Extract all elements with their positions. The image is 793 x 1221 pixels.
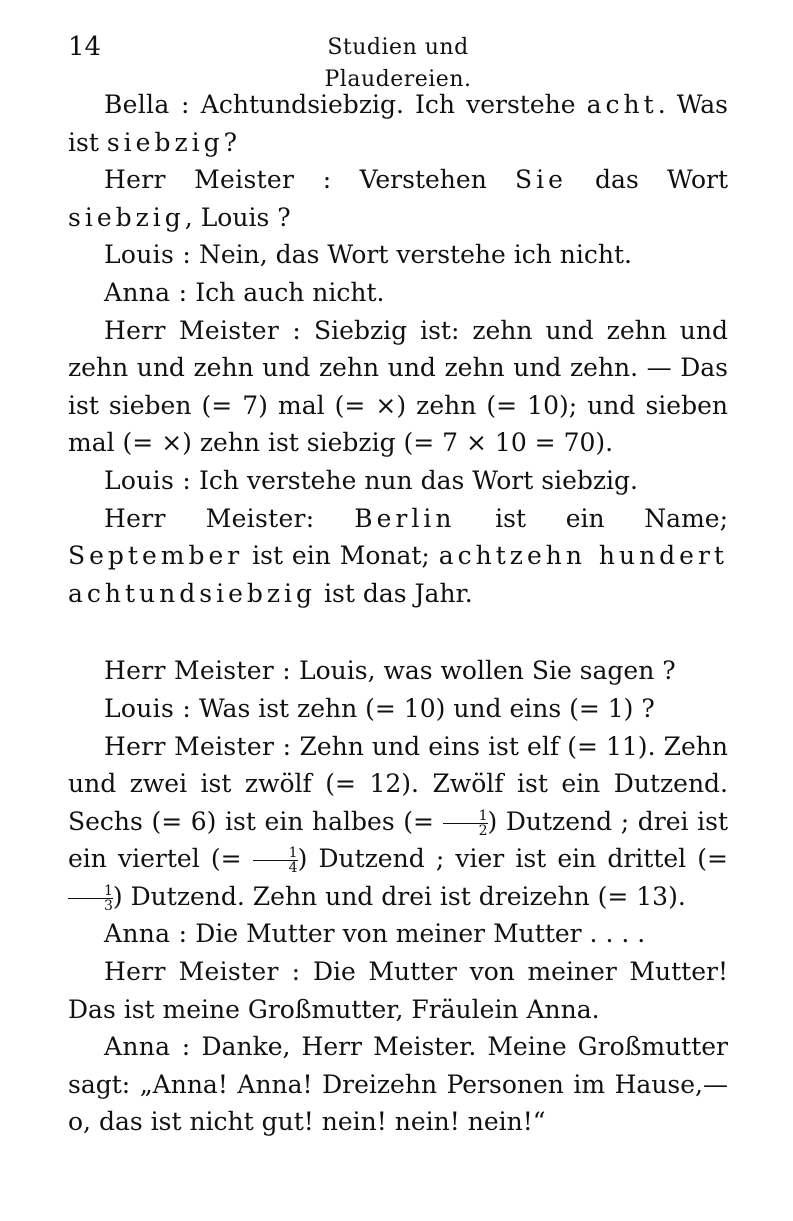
dialogue-paragraph xyxy=(68,652,728,690)
dialogue-text-segment: ist ein Monat; xyxy=(243,541,439,571)
spaced-word: September xyxy=(68,541,244,571)
dialogue-text-segment: ) Dutzend ; vier ist ein drittel (= xyxy=(297,844,728,874)
fraction-one-half xyxy=(443,809,488,838)
speaker-label: Herr Meister : xyxy=(104,315,302,345)
dialogue-text-segment: , Louis ? xyxy=(184,202,291,232)
fraction-denominator: 3 xyxy=(104,897,113,914)
page-number: 14 xyxy=(68,32,102,62)
speaker-label: Anna : xyxy=(104,277,188,307)
speaker-label: Herr Meister : xyxy=(104,731,292,761)
dialogue-text-segment: . Was ist xyxy=(68,90,728,157)
dialogue-text-segment: Was ist zehn (= 10) und eins (= 1) ? xyxy=(199,693,655,723)
dialogue-text-segment: Verstehen xyxy=(359,165,515,195)
section-break xyxy=(68,612,728,652)
dialogue-text-segment: Ich verstehe nun das Wort siebzig. xyxy=(199,465,638,495)
spaced-word: acht xyxy=(586,90,658,119)
dialogue-paragraph xyxy=(68,728,728,916)
dialogue-text-segment: Louis, was wollen Sie sagen ? xyxy=(298,656,676,686)
dialogue-text-segment: ) Dutzend ; drei ist ein viertel (= xyxy=(68,806,728,874)
speaker-label: Herr Meister : xyxy=(104,165,332,195)
spaced-word: Berlin xyxy=(354,503,456,533)
dialogue-paragraph xyxy=(68,161,728,236)
page-header xyxy=(68,30,728,92)
speaker-label: Anna : xyxy=(104,919,188,949)
dialogue-text-segment: Danke, Herr Meister. Meine Großmutter sagt: „Anna! Anna! Dreizehn Personen im Hause,—o, das ist nicht gut! nein! nein! nein!“ xyxy=(68,1032,728,1137)
fraction-numerator: 1 xyxy=(443,809,488,824)
dialogue-text-segment: Achtundsiebzig. Ich verstehe xyxy=(200,90,587,119)
speaker-label: Anna : xyxy=(104,1032,191,1062)
dialogue-text-segment: ) Dutzend. Zehn und drei ist dreizehn (= 13). xyxy=(112,881,686,911)
dialogue-paragraph xyxy=(68,236,728,274)
speaker-label: Bella : xyxy=(104,90,190,119)
dialogue-text-segment: Die Mutter von meiner Mutter . . . . xyxy=(195,919,646,949)
speaker-label: Louis : xyxy=(104,693,192,723)
dialogue-text-segment: Ich auch nicht. xyxy=(195,277,385,307)
fraction-one-third xyxy=(68,884,113,913)
dialogue-text-segment: ist ein Name; xyxy=(455,503,729,533)
fraction-numerator: 1 xyxy=(253,846,298,861)
speaker-label: Herr Meister: xyxy=(104,503,315,533)
fraction-numerator: 1 xyxy=(68,884,113,899)
dialogue-text-segment: ist das Jahr. xyxy=(316,578,473,608)
speaker-label: Louis : xyxy=(104,240,192,270)
dialogue-paragraph xyxy=(68,690,728,728)
dialogue-text-segment: Zehn und eins ist elf (= 11). Zehn und zwei ist zwölf (= 12). Zwölf ist ein Dutzend. Sechs (= 6) ist ein halbes (= xyxy=(68,731,728,836)
speaker-label: Herr Meister : xyxy=(104,957,301,987)
dialogue-text-segment: ? xyxy=(223,127,238,157)
fraction-denominator: 2 xyxy=(478,822,488,839)
dialogue-paragraph xyxy=(68,274,728,312)
spaced-word: achtzehn hundert achtundsiebzig xyxy=(68,541,728,608)
spaced-word: Sie xyxy=(514,165,567,195)
spaced-word: siebzig xyxy=(68,202,185,232)
dialogue-paragraph xyxy=(68,86,728,161)
spaced-word: siebzig xyxy=(106,127,224,157)
fraction-one-quarter xyxy=(253,846,298,875)
dialogue-text-segment: das Wort xyxy=(566,165,728,195)
dialogue-paragraph xyxy=(68,500,728,613)
speaker-label: Louis : xyxy=(104,465,192,495)
dialogue-text-segment: Siebzig ist: zehn und zehn und zehn und zehn und zehn und zehn und zehn. — Das ist sieben (= 7) mal (= ×) zehn (= 10); und sieben mal (= ×) zehn ist siebzig (= 7 × 10 = 70). xyxy=(68,315,728,458)
speaker-label: Herr Meister : xyxy=(104,656,292,686)
running-title: Studien und Plaudereien. xyxy=(324,35,472,92)
dialogue-paragraph xyxy=(68,312,728,462)
dialogue-text-segment: Die Mutter von meiner Mutter! Das ist meine Großmutter, Fräulein Anna. xyxy=(68,957,728,1024)
fraction-denominator: 4 xyxy=(288,860,298,877)
dialogue-text-segment: Nein, das Wort verstehe ich nicht. xyxy=(199,240,632,270)
dialogue-paragraph xyxy=(68,1028,728,1141)
dialogue-text xyxy=(68,86,728,1141)
dialogue-paragraph xyxy=(68,462,728,500)
dialogue-paragraph xyxy=(68,953,728,1028)
dialogue-paragraph xyxy=(68,915,728,953)
